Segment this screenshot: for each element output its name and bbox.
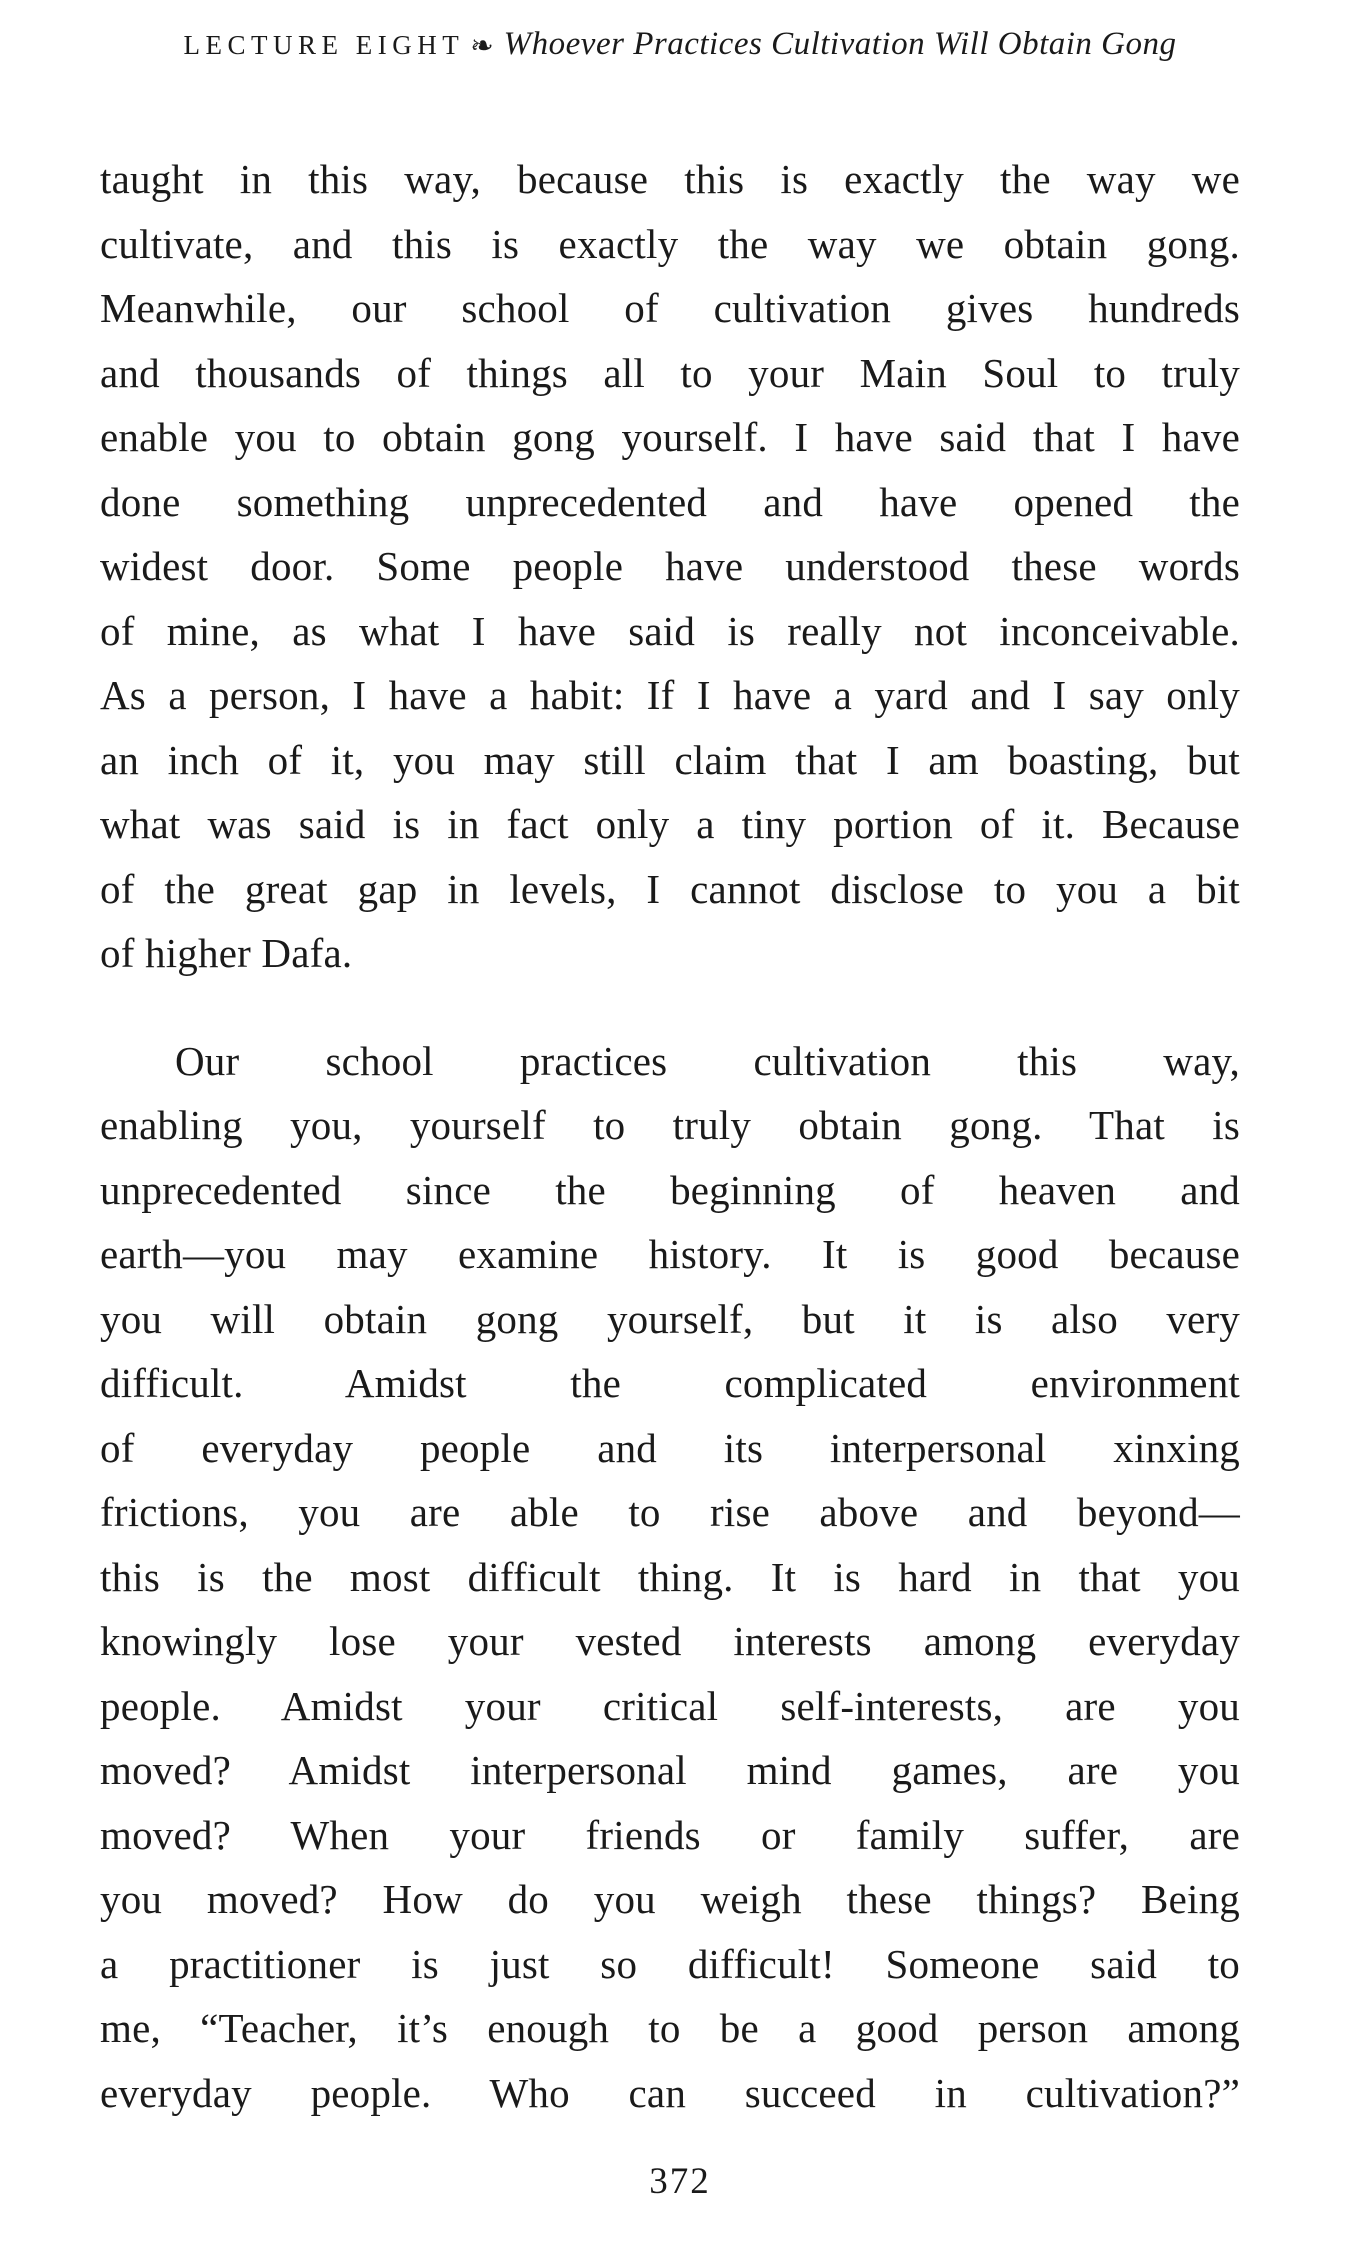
text-line: people. Amidst your critical self-interests, are you: [100, 1682, 1240, 1729]
text-line: moved? Amidst interpersonal mind games, are you: [100, 1747, 1240, 1793]
text-line: everyday people. Who can succeed in cultivation?”: [100, 2069, 1240, 2116]
lecture-label: LECTURE EIGHT: [183, 30, 465, 60]
paragraph: [100, 1029, 1240, 2126]
text-line: enable you to obtain gong yourself. I have said that I have: [100, 414, 1240, 460]
text-line: difficult. Amidst the complicated environment: [100, 1360, 1240, 1406]
text-line: enabling you, yourself to truly obtain gong. That is: [100, 1102, 1240, 1148]
text-line: and thousands of things all to your Main Soul to truly: [100, 349, 1240, 396]
text-line: cultivate, and this is exactly the way we obtain gong.: [100, 220, 1240, 267]
text-line: me, “Teacher, it’s enough to be a good person among: [100, 2005, 1240, 2051]
text-line: you will obtain gong yourself, but it is also very: [100, 1295, 1240, 1342]
text-line: what was said is in fact only a tiny portion of it. Because: [100, 801, 1240, 847]
text-line: of the great gap in levels, I cannot disclose to you a bit: [100, 865, 1240, 912]
text-line: of mine, as what I have said is really not inconceivable.: [100, 607, 1240, 654]
fleuron-icon: ❧: [470, 31, 494, 62]
text-line: moved? When your friends or family suffer, are: [100, 1811, 1240, 1858]
text-line: an inch of it, you may still claim that I am boasting, but: [100, 736, 1240, 783]
text-line: of everyday people and its interpersonal xinxing: [100, 1424, 1240, 1471]
text-line: widest door. Some people have understood these words: [100, 543, 1240, 589]
chapter-title: Whoever Practices Cultivation Will Obtain Gong: [503, 26, 1177, 62]
text-line: Meanwhile, our school of cultivation gives hundreds: [100, 285, 1240, 331]
running-header: [0, 26, 1360, 63]
text-line: you moved? How do you weigh these things? Being: [100, 1876, 1240, 1922]
text-line: a practitioner is just so difficult! Someone said to: [100, 1940, 1240, 1987]
text-line: knowingly lose your vested interests among everyday: [100, 1618, 1240, 1664]
page-number: 372: [649, 2161, 711, 2202]
text-line: As a person, I have a habit: If I have a yard and I say only: [100, 672, 1240, 718]
text-line: done something unprecedented and have opened the: [100, 478, 1240, 525]
text-line: frictions, you are able to rise above and beyond—: [100, 1489, 1240, 1535]
text-line: unprecedented since the beginning of heaven and: [100, 1166, 1240, 1213]
page-body: [100, 147, 1240, 2125]
text-line: Our school practices cultivation this way,: [175, 1037, 1240, 1084]
text-line: earth—you may examine history. It is good because: [100, 1231, 1240, 1277]
text-line: this is the most difficult thing. It is hard in that you: [100, 1553, 1240, 1600]
text-line: taught in this way, because this is exactly the way we: [100, 156, 1240, 202]
paragraph: [100, 147, 1240, 986]
text-line: of higher Dafa.: [100, 930, 353, 976]
